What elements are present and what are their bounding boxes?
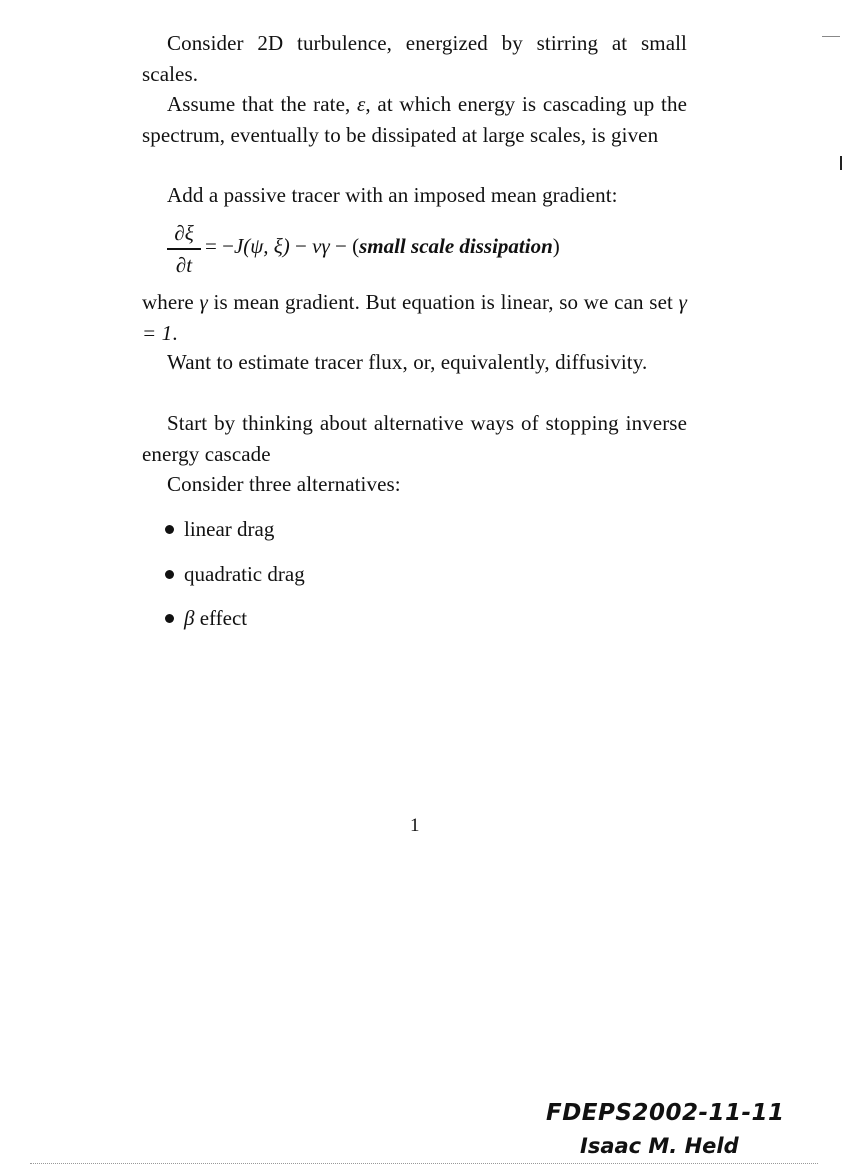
list-item-label: linear drag [184, 517, 275, 541]
tracer-equation [167, 220, 687, 280]
page-number: 1 [410, 815, 420, 836]
scan-edge-mark [840, 156, 842, 170]
jacobian-arguments: (ψ, ξ) [243, 234, 290, 258]
paragraph-tracer [142, 180, 687, 211]
epsilon-symbol: ε [357, 92, 366, 116]
list-item [165, 559, 665, 589]
list-item-label: effect [199, 606, 248, 630]
paragraph-text [142, 89, 687, 150]
paragraph-energy-rate [142, 89, 687, 150]
paragraph-text: Consider three alternatives: [167, 472, 401, 496]
equation-operator: − [289, 234, 313, 258]
paragraph-flux [142, 347, 687, 378]
paragraph-alternatives [142, 469, 687, 500]
scan-mark [822, 36, 840, 37]
paragraph-stopping [142, 408, 687, 469]
equation-rhs [205, 234, 560, 259]
advection-term: vγ [312, 234, 330, 258]
text-run: Assume that the rate, [167, 92, 358, 116]
paragraph-intro [142, 28, 687, 89]
fraction-bar [167, 248, 201, 250]
partial-derivative-fraction [167, 220, 201, 278]
equation-operator: − ( [329, 234, 360, 258]
beta-symbol: β [184, 606, 195, 630]
handwritten-stamp-line-2: Isaac M. Held [580, 1134, 739, 1158]
text-run: where [142, 290, 200, 314]
bullet-icon [165, 570, 174, 579]
gamma-symbol: γ [199, 290, 208, 314]
alternatives-list [165, 514, 665, 648]
paragraph-text [142, 287, 687, 348]
text-run: , at which energy is cascading up the spectrum, eventually to be dissipated at large scales, is given [142, 92, 688, 147]
paragraph-text: Consider 2D turbulence, energized by stirring at small scales. [142, 31, 687, 86]
paragraph-text: Start by thinking about alternative ways of stopping inverse energy cascade [142, 411, 687, 466]
text-run: . [172, 320, 178, 345]
dissipation-term: small scale dissipation [359, 234, 553, 258]
list-item [165, 514, 665, 544]
list-item [165, 603, 665, 633]
paragraph-text: Add a passive tracer with an imposed mean gradient: [167, 183, 618, 207]
equation-operator: = − [205, 234, 234, 258]
equation-paren: ) [552, 234, 560, 258]
paragraph-gradient [142, 287, 687, 348]
text-run: is mean gradient. But equation is linear, so we can set [207, 290, 679, 314]
fraction-denominator: ∂t [175, 252, 193, 277]
bullet-icon [165, 614, 174, 623]
fraction-numerator: ∂ξ [174, 221, 194, 245]
jacobian-symbol: J [233, 234, 244, 258]
bullet-icon [165, 525, 174, 534]
paragraph-text: Want to estimate tracer flux, or, equivalently, diffusivity. [167, 350, 648, 374]
list-item-label: quadratic drag [184, 561, 305, 586]
scan-bottom-edge [30, 1163, 818, 1164]
handwritten-stamp-line-1: FDEPS2002-11-11 [546, 1100, 785, 1126]
inline-equation: γ = 1 [142, 290, 687, 345]
